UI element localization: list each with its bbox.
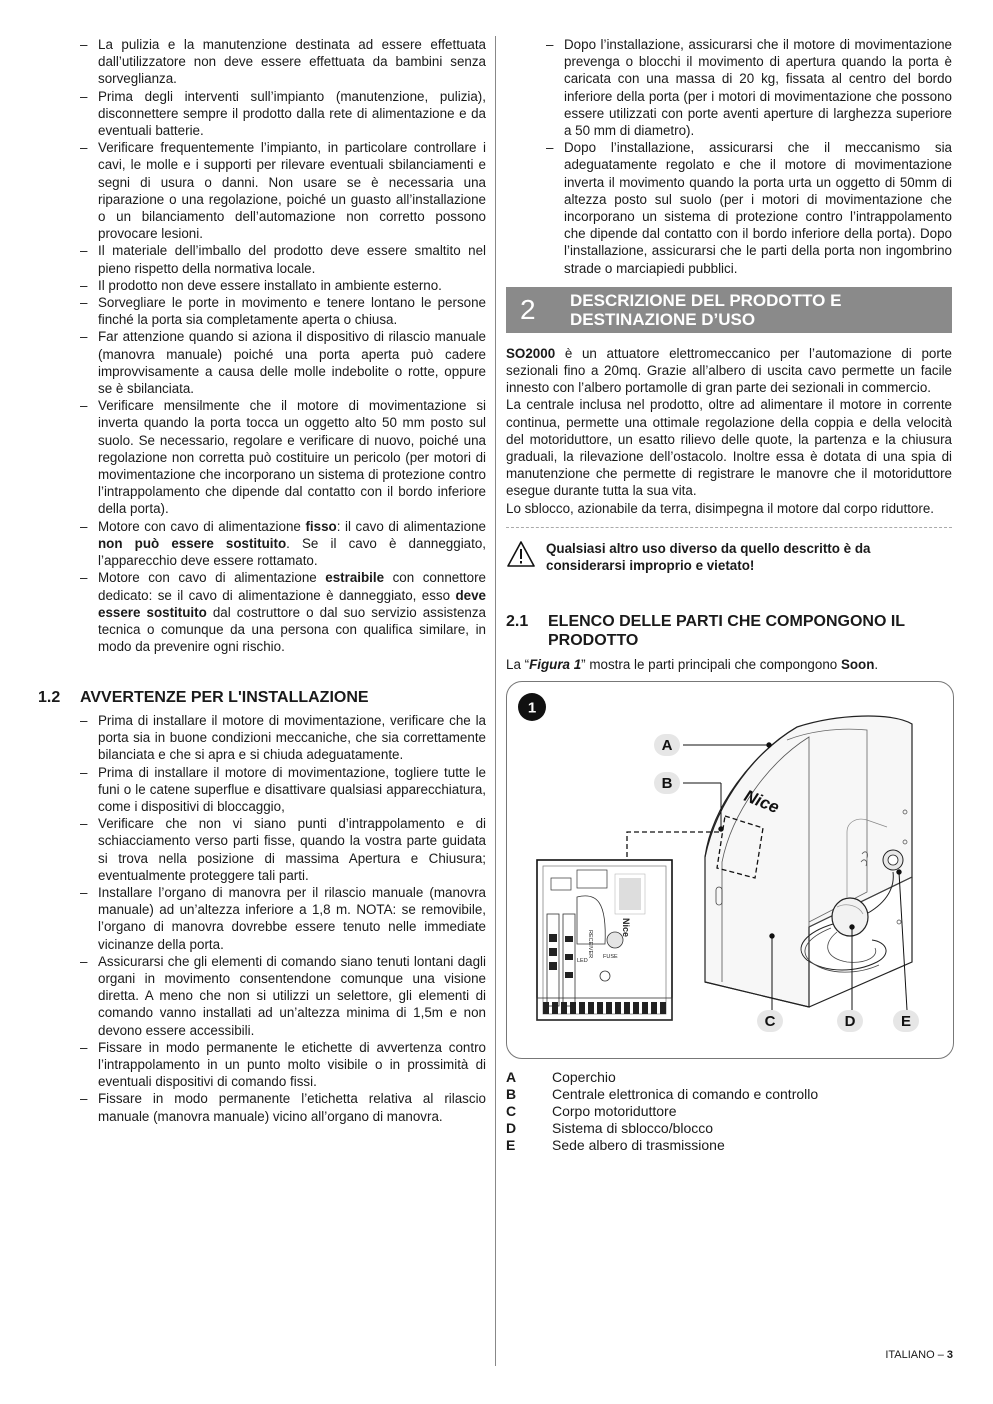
control-board [537, 860, 672, 1020]
section-title: ELENCO DELLE PARTI CHE COMPONGONO IL PRODOTTO [548, 613, 905, 650]
svg-text:C: C [764, 1013, 776, 1031]
list-item: – Il materiale dell’imballo del prodotto deve essere smaltito nel pieno rispetto della normativa locale. [80, 242, 486, 276]
list-item: – Dopo l’installazione, assicurarsi che il meccanismo sia adeguatamente regolato e che il motore di movimentazione inverta il movimento quando la porta urta un oggetto di 50mm di altezza posto sul suolo (per i motori di movimentazione che incorporano un sistema di protezione contro l’intrappolamento che dipende dal contatto con il bordo inferiore della porta). Dopo l’installazione, assicurarsi che le parti della porta non ingombrino strade o marciapiedi pubblici. [546, 139, 952, 277]
chapter-title: DESCRIZIONE DEL PRODOTTO E DESTINAZIONE D’USO [570, 290, 842, 329]
divider [506, 527, 952, 528]
list-item: – Far attenzione quando si aziona il dispositivo di rilascio manuale (manovra manuale) poiché una porta aperta può cadere improvvisamente a causa delle molle indebolite o rotte, oppure se è sbilanciata. [80, 328, 486, 397]
product-illustration [507, 682, 953, 1058]
footer-language: ITALIANO – [885, 1349, 947, 1361]
svg-text:B: B [661, 775, 673, 793]
callout-e [893, 1010, 919, 1032]
list-item-cable-fixed: – Motore con cavo di alimentazione fisso: il cavo di alimentazione non può essere sostituito. Se il cavo è danneggiato, l’apparecchio deve essere rottamato. [80, 518, 486, 570]
callout-b [654, 772, 680, 794]
callout-a [654, 734, 680, 756]
legend-row: E Sede albero di trasmissione [506, 1137, 725, 1154]
callout-c [757, 1010, 783, 1032]
installation-warnings [80, 712, 486, 1125]
page-footer [885, 1349, 953, 1361]
post-install-list [506, 36, 952, 277]
legend-row: A Coperchio [506, 1069, 616, 1086]
list-item: – Il prodotto non deve essere installato in ambiente esterno. [80, 277, 486, 294]
list-item: – Prima di installare il motore di movimentazione, togliere tutte le funi o le catene superflue e disattivare qualsiasi apparecchiatura, come i dispositivi di bloccaggio, [80, 764, 486, 816]
right-column [506, 36, 952, 1154]
list-item-cable-removable: – Motore con cavo di alimentazione estraibile con connettore dedicato: se il cavo di alimentazione è danneggiato, esso deve essere sostituito dal costruttore o dal suo servizio assistenza tecnica o comunque da una persona con qualifica similare, in modo da prevenire ogni rischio. [80, 569, 486, 655]
list-item: – Sorvegliare le porte in movimento e tenere lontano le persone finché la porta sia completamente aperta o chiusa. [80, 294, 486, 328]
legend-row: B Centrale elettronica di comando e controllo [506, 1086, 819, 1103]
fuse-label: FUSE [603, 954, 618, 961]
svg-text:E: E [900, 1013, 912, 1031]
led-label: LED [577, 958, 588, 965]
list-item: – Verificare mensilmente che il motore di movimentazione si inverta quando la porta tocca un oggetto alto 50 mm posto sul suolo. Se necessario, regolare e verificare di nuovo, poiché una regolazione non corretta può costituire un pericolo (per motori di movimentazione che incorporano un sistema di protezione contro l’intrappolamento che dipende dal contatto con il bordo inferiore della porta). [80, 397, 486, 517]
page-number: 3 [946, 1349, 953, 1361]
list-item: – La pulizia e la manutenzione destinata ad essere effettuata dall’utilizzatore non deve essere effettuata da bambini senza sorveglianza. [80, 36, 486, 88]
paragraph: Lo sblocco, azionabile da terra, disimpegna il motore dal corpo riduttore. [506, 500, 934, 516]
chapter-2-body [506, 345, 952, 517]
warning-text: Qualsiasi altro uso diverso da quello descritto è da considerarsi improprio e vietato! [546, 540, 871, 574]
svg-text:A: A [661, 737, 673, 755]
warning-icon [506, 540, 536, 568]
warning-note [506, 540, 952, 574]
section-heading-1-2 [38, 688, 488, 707]
legend-row: D Sistema di sblocco/blocco [506, 1120, 714, 1137]
figure-legend [506, 1069, 952, 1154]
installation-list [80, 712, 486, 1125]
list-item: – Verificare frequentemente l’impianto, in particolare controllare i cavi, le molle e i supporti per rilevare eventuali sbilanciamenti e segni di usura o danni. Non usare se è necessaria una riparazione o una regolazione, poiché un guasto all’installazione o un bilanciamento dell’automazione non corretto possono provocare lesioni. [80, 139, 486, 242]
column-divider [495, 36, 496, 1366]
list-item: – Fissare in modo permanente l’etichetta relativa al rilascio manuale (manovra manuale) vicino all’organo di manovra. [80, 1090, 486, 1124]
brand-logo: Nice [741, 786, 782, 818]
list-item: – Installare l’organo di manovra per il rilascio manuale (manovra manuale) ad un’altezza inferiore a 1,8 m. NOTA: se removibile, l’organo di manovra dovrebbe essere tenuto nelle immediate vicinanze della porta. [80, 884, 486, 953]
chapter-number: 2 [520, 293, 536, 325]
board-brand: Nice [621, 918, 631, 938]
svg-text:D: D [844, 1013, 856, 1031]
section-number: 1.2 [38, 689, 61, 706]
list-item: – Dopo l’installazione, assicurarsi che il motore di movimentazione prevenga o blocchi il movimento di apertura quando la porta è caricata con una massa di 20 kg, fissata al centro del bordo inferiore della porta (per i motori di movimentazione che possono essere utilizzati con porte aventi aperture di larghezza superiore a 50 mm di diametro). [546, 36, 952, 139]
chapter-2-banner [506, 287, 952, 333]
legend-row: C Corpo motoriduttore [506, 1103, 677, 1120]
safety-list [80, 36, 486, 655]
list-item: – Verificare che non vi siano punti d’intrappolamento e di schiacciamento verso parti fisse, quando la vostra parte guidata si trova nella posizione di massima Apertura e Chiusura; eventualmente proteggere tali parti. [80, 815, 486, 884]
section-number: 2.1 [506, 613, 529, 631]
figure-number: 1 [527, 699, 537, 717]
figure-intro: La “Figura 1” mostra le parti principali che compongono Soon. [506, 657, 879, 673]
motor-body [705, 717, 912, 1008]
list-item: – Assicurarsi che gli elementi di comando siano tenuti lontani dagli organi in movimento consentendone comunque una visione diretta. A meno che non si utilizzi un selettore, gli elementi di comando vanno installati ad un’altezza minima di 1,5m e non devono essere accessibili. [80, 953, 486, 1039]
receiver-label: RECEIVER [587, 930, 593, 959]
section-heading-2-1 [506, 612, 952, 650]
section-title: AVVERTENZE PER L'INSTALLAZIONE [80, 689, 369, 706]
paragraph: SO2000 è un attuatore elettromeccanico per l’automazione di porte sezionali fino a 20mq. Grazie all’albero di uscita cavo permette un facile innesto con l’albero portamolle di gran parte dei sezionali in commercio. [506, 345, 952, 396]
list-item: – Prima degli interventi sull’impianto (manutenzione, pulizia), disconnettere sempre il prodotto dalla rete di alimentazione e da eventuali batterie. [80, 88, 486, 140]
paragraph: La centrale inclusa nel prodotto, oltre ad alimentare il motore in corrente continua, permette una ottimale regolazione della coppia e della velocità del motoriduttore, un esatto rilievo delle quote, la partenza e la chiusura graduali, la rilevazione dell’ostacolo. Inoltre essa è dotata di una spia di manutenzione che permette di registrare le manovre che il motoriduttore esegue durante tutta la sua vita. [506, 397, 952, 499]
left-column [80, 36, 486, 655]
list-item: – Fissare in modo permanente le etichette di avvertenza contro l’intrappolamento in un punto molto visibile o in prossimità di eventuali dispositivi di comando fissi. [80, 1039, 486, 1091]
figure-1 [506, 681, 954, 1059]
callout-d [837, 1010, 863, 1032]
list-item: – Prima di installare il motore di movimentazione, verificare che la porta sia in buone condizioni meccaniche, che sia correttamente bilanciata e che si apra e si chiuda adeguatamente. [80, 712, 486, 764]
